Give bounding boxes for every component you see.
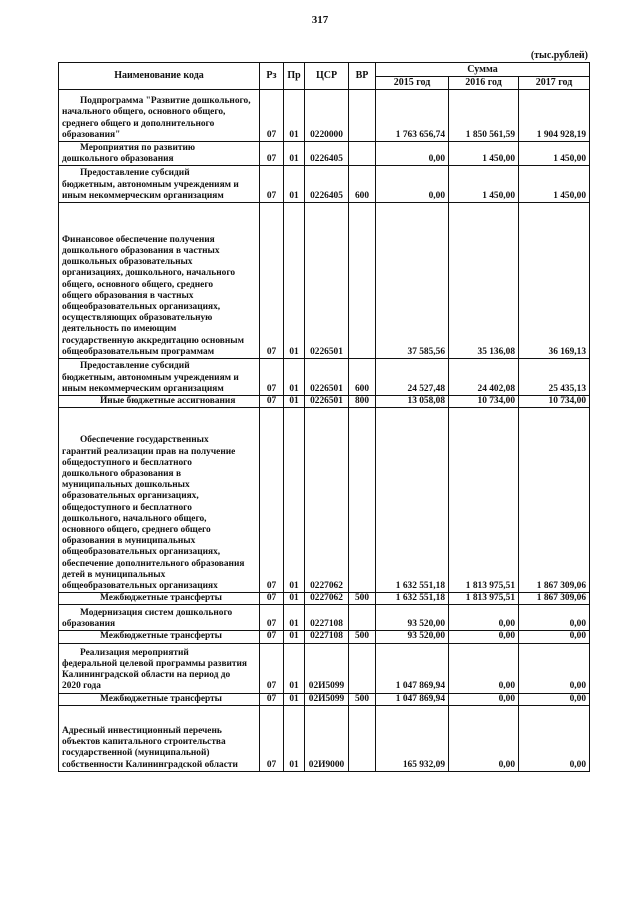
row-csr: 02И9000 [305,705,349,771]
row-2017: 1 867 309,06 [519,408,590,593]
row-pr: 01 [284,142,305,166]
row-2017: 25 435,13 [519,359,590,396]
row-2016: 0,00 [449,605,519,631]
row-name: Предоставление субсидий бюджетным, автономным учреждениям и иным некоммерческим организациям [59,166,260,203]
row-name: Мероприятия по развитию дошкольного образования [59,142,260,166]
row-csr: 0227108 [305,631,349,643]
row-2015: 0,00 [376,142,449,166]
row-vr [349,643,376,693]
row-2016: 1 850 561,59 [449,90,519,142]
row-rz: 07 [260,359,284,396]
row-2017: 36 169,13 [519,203,590,359]
table-row [59,693,590,705]
row-pr: 01 [284,605,305,631]
table-header-row [59,63,590,77]
row-csr: 02И5099 [305,643,349,693]
row-name: Иные бюджетные ассигнования [59,396,260,408]
row-2015: 24 527,48 [376,359,449,396]
row-name: Предоставление субсидий бюджетным, автономным учреждениям и иным некоммерческим организациям [59,359,260,396]
row-csr: 0226501 [305,396,349,408]
row-pr: 01 [284,396,305,408]
row-name: Адресный инвестиционный перечень объектов капитального строительства государственной (муниципальной) собственности Калининградской области [59,705,260,771]
row-csr: 0226501 [305,203,349,359]
row-2016: 1 813 975,51 [449,593,519,605]
row-2016: 0,00 [449,643,519,693]
row-2017: 1 904 928,19 [519,90,590,142]
table-row [59,605,590,631]
row-rz: 07 [260,705,284,771]
row-2016: 35 136,08 [449,203,519,359]
row-2015: 1 047 869,94 [376,643,449,693]
row-2017: 0,00 [519,705,590,771]
row-vr: 500 [349,593,376,605]
row-2016: 1 450,00 [449,142,519,166]
row-name: Реализация мероприятий федеральной целевой программы развития Калининградской области на период до 2020 года [59,643,260,693]
table-row [59,142,590,166]
row-rz: 07 [260,142,284,166]
row-csr: 0227062 [305,593,349,605]
row-vr [349,605,376,631]
row-rz: 07 [260,593,284,605]
row-pr: 01 [284,693,305,705]
row-2016: 10 734,00 [449,396,519,408]
row-2017: 10 734,00 [519,396,590,408]
row-vr: 600 [349,166,376,203]
row-2017: 0,00 [519,693,590,705]
row-csr: 0226501 [305,359,349,396]
row-2015: 1 632 551,18 [376,593,449,605]
table-row [59,396,590,408]
row-rz: 07 [260,631,284,643]
row-vr [349,408,376,593]
row-rz: 07 [260,166,284,203]
row-2015: 1 047 869,94 [376,693,449,705]
row-rz: 07 [260,605,284,631]
row-rz: 07 [260,90,284,142]
row-pr: 01 [284,166,305,203]
row-csr: 0226405 [305,166,349,203]
row-rz: 07 [260,396,284,408]
row-name: Подпрограмма "Развитие дошкольного, начального общего, основного общего, среднего общего и дополнительного образования" [59,90,260,142]
row-csr: 0220000 [305,90,349,142]
row-csr: 0226405 [305,142,349,166]
row-2016: 1 813 975,51 [449,408,519,593]
row-csr: 0227108 [305,605,349,631]
col-header-pr: Пр [284,63,305,90]
row-2017: 0,00 [519,643,590,693]
row-name: Обеспечение государственных гарантий реализации прав на получение общедоступного и бесплатного дошкольного образования в муниципальных дошкольных образовательных организациях, общедоступного и бесплатного дошкольного, начального общего, основного общего, среднего общего образования в муниципальных общеобразовательных организациях, обеспечение дополнительного образования детей в муниципальных общеобразовательных организациях [59,408,260,593]
col-header-csr: ЦСР [305,63,349,90]
budget-table [58,62,590,772]
row-2016: 24 402,08 [449,359,519,396]
row-csr: 02И5099 [305,693,349,705]
row-2015: 93 520,00 [376,605,449,631]
col-header-2017: 2017 год [519,77,590,90]
row-pr: 01 [284,643,305,693]
row-pr: 01 [284,408,305,593]
table-row [59,203,590,359]
row-vr [349,203,376,359]
table-row [59,408,590,593]
table-row [59,631,590,643]
row-pr: 01 [284,631,305,643]
col-header-rz: Рз [260,63,284,90]
row-pr: 01 [284,90,305,142]
row-2016: 0,00 [449,705,519,771]
row-name: Финансовое обеспечение получения дошкольного образования в частных дошкольных образовательных организациях, дошкольного, начального общего, основного общего, среднего общего образования в частных общеобразовательных организациях, осуществляющих образовательную деятельность по имеющим государственную аккредитацию основным общеобразовательным программам [59,203,260,359]
table-row [59,359,590,396]
row-vr: 500 [349,631,376,643]
row-rz: 07 [260,643,284,693]
col-header-2015: 2015 год [376,77,449,90]
row-2017: 1 450,00 [519,142,590,166]
row-pr: 01 [284,203,305,359]
row-vr [349,142,376,166]
row-vr: 500 [349,693,376,705]
row-2017: 0,00 [519,605,590,631]
table-row [59,166,590,203]
row-pr: 01 [284,593,305,605]
page-number: 317 [311,14,329,26]
units-label: (тыс.рублей) [530,50,588,61]
row-vr: 600 [349,359,376,396]
row-2015: 0,00 [376,166,449,203]
row-2017: 1 867 309,06 [519,593,590,605]
col-header-vr: ВР [349,63,376,90]
col-header-name: Наименование кода [59,63,260,90]
row-vr [349,90,376,142]
row-2015: 165 932,09 [376,705,449,771]
row-name: Межбюджетные трансферты [59,631,260,643]
row-vr [349,705,376,771]
row-2016: 0,00 [449,693,519,705]
table-row [59,643,590,693]
row-2015: 93 520,00 [376,631,449,643]
table-row [59,90,590,142]
row-2017: 1 450,00 [519,166,590,203]
row-2016: 0,00 [449,631,519,643]
col-header-2016: 2016 год [449,77,519,90]
row-name: Межбюджетные трансферты [59,593,260,605]
row-2015: 1 763 656,74 [376,90,449,142]
table-row [59,705,590,771]
row-csr: 0227062 [305,408,349,593]
row-rz: 07 [260,408,284,593]
row-rz: 07 [260,203,284,359]
row-pr: 01 [284,359,305,396]
row-name: Межбюджетные трансферты [59,693,260,705]
row-vr: 800 [349,396,376,408]
row-2017: 0,00 [519,631,590,643]
row-pr: 01 [284,705,305,771]
row-rz: 07 [260,693,284,705]
row-2015: 13 058,08 [376,396,449,408]
col-header-sum: Сумма [376,63,590,77]
row-2015: 1 632 551,18 [376,408,449,593]
row-2016: 1 450,00 [449,166,519,203]
row-name: Модернизация систем дошкольного образования [59,605,260,631]
table-row [59,593,590,605]
row-2015: 37 585,56 [376,203,449,359]
